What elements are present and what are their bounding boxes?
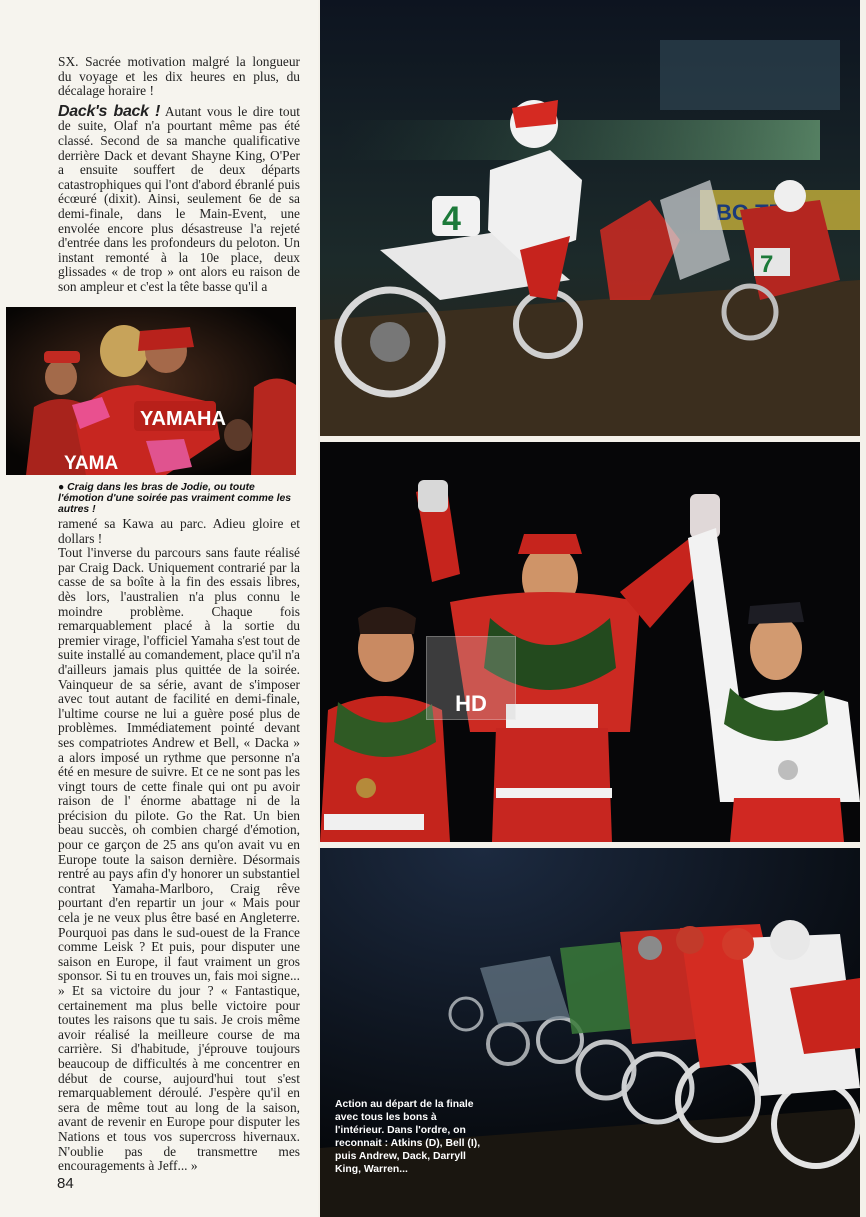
photo-race-number-right: 7 [760,251,774,278]
watermark: HD [426,636,516,720]
paragraph-main: Tout l'inverse du parcours sans faute réalisé par Craig Dack. Uniquement contrarié par la casse de sa boîte à la fin des essais libres, dès lors, l'australien n'a plus connu le moindre problème. Chaque fois remarquablement placé à la sortie du premier virage, l'officiel Yamaha s'est tout de suite installé au comandement, place qu'il n'a d'ailleurs jamais plus quittée de la soirée. Vainqueur de sa série, avant de s'imposer avec tout autant de facilité en demi-finale, l'ultime course ne lui a guère posé plus de problèmes. Immédiatement pointé devant ses compatriotes Andrew et Bell, « Dacka » a alors imposé un rythme que personne n'a été en mesure de suivre. Et ce ne sont pas les vingt tours de cette finale qui ont pu avoir raison de l' énorme abattage ni de la précision du pilote. Go the Rat. Un bien beau succès, oh combien chargé d'émotion, pour ce garçon de 25 ans qu'on avait vu en Europe toute la saison dernière. Désormais rentré au pays afin d'y honorer un substantiel contrat Yamaha-Marlboro, Craig rêve pourtant d'en repartir un jour « Mais pour cela je ne veux plus être basé en Angleterre. Pourquoi pas dans le sud-ouest de la France comme Leisk ? Et puis, pour disputer une saison en Europe, il faut vraiment un gros sponsor. Si tu en trouves un, fais moi signe... » Et sa victoire du jour ? « Fantastique, certainement ma plus belle victoire pour toutes les raisons que tu sais. Je crois même avoir réalisé la meilleure course de ma carrière. Si d'habitude, j'éprouve toujours beaucoup de difficultés à me concentrer en début de course, aujourd'hui tout s'est remarquablement déroulé. J'espère qu'il en sera de même tout au long de la saison, avant de revenir en Europe pour disputer les Nations et tous vos supercross hivernaux. N'oublie pas de transmettre mes encouragements à Jeff... » [58,545,300,1174]
photo-hug-sleeve-text: YAMA [64,453,119,474]
caption-start: Action au départ de la finale avec tous les bons à l'intérieur. Dans l'ordre, on reconnait : Atkins (D), Bell (I), puis Andrew, Dack, Darryll King, Warren... [335,1099,481,1175]
bullet-icon: ● [58,482,65,493]
page-number: 84 [57,1175,74,1192]
text-column [0,0,318,1217]
lead-heading: Dack's back ! [58,102,161,120]
paragraph-lead [58,102,300,295]
photo-hug-image [6,307,296,475]
paragraph-lead-text: Autant vous le dire tout de suite, Olaf n'a pourtant même pas été classé. Second de sa manche qualificative derrière Dack et devant Shayne King, O'Per a ensuite souffert de deux départs catastrophiques qui l'ont d'abord ébranlé puis écœuré (dixit). Ainsi, seulement 6e de sa demi-finale, dans le Main-Event, une envolée encore plus désastreuse l'a rejeté d'entrée dans les profondeurs du peloton. Un instant remonté à la 10e place, deux glissades « de trop » ont alors eu raison de son ampleur et c'est la tête basse qu'il a [58,103,300,294]
photo-race-action [320,0,860,436]
photo-podium-image [320,442,860,842]
photo-race-action-image [320,0,860,436]
photo-hug [6,307,296,475]
caption-hug-text: Craig dans les bras de Jodie, ou toute l'émotion d'une soirée pas vraiment comme les autres ! [58,482,292,515]
paragraph-top: SX. Sacrée motivation malgré la longueur du voyage et les dix heures en plus, du décalage horaire ! [58,54,300,99]
photo-race-number-front: 4 [442,200,461,238]
caption-hug [58,482,298,515]
article-body [58,517,300,1174]
photo-hug-jacket-text: YAMAHA [140,408,226,430]
photo-race-banner-text: BO [716,200,749,225]
article-intro [58,55,300,295]
paragraph-continued: ramené sa Kawa au parc. Adieu gloire et dollars ! [58,516,300,546]
photo-podium [320,442,860,842]
